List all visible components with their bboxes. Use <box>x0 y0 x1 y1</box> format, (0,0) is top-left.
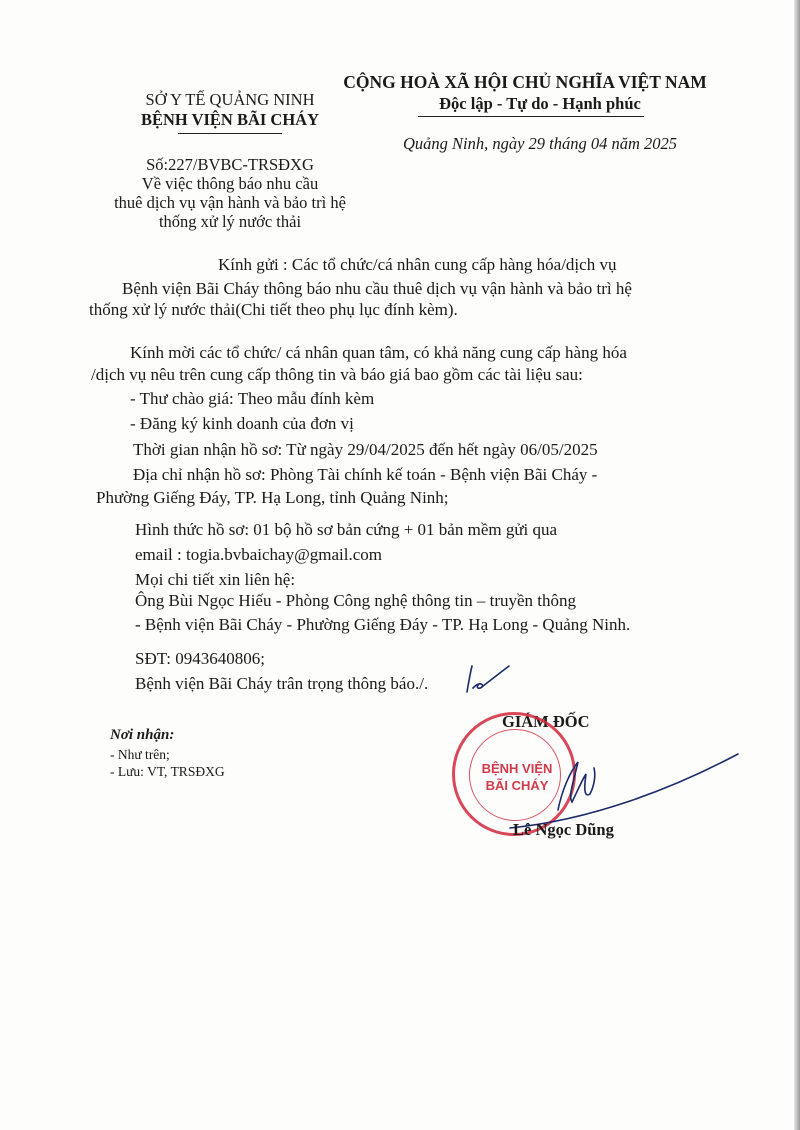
place-date: Quảng Ninh, ngày 29 tháng 04 năm 2025 <box>402 134 678 153</box>
country-name: CỘNG HOÀ XÃ HỘI CHỦ NGHĨA VIỆT NAM <box>343 72 707 92</box>
director-signature-icon <box>470 740 770 830</box>
seal-text-line-2: BÃI CHÁY <box>485 778 549 793</box>
director-name: Lê Ngọc Dũng <box>513 820 614 839</box>
recipient-item-1: - Như trên; <box>110 747 170 762</box>
director-title: GIÁM ĐỐC <box>502 712 590 731</box>
receive-time-line: Thời gian nhận hồ sơ: Từ ngày 29/04/2025 đến hết ngày 06/05/2025 <box>133 440 598 459</box>
address-line-2: Phường Giếng Đáy, TP. Hạ Long, tỉnh Quảng Ninh; <box>96 488 449 507</box>
address-line-1: Địa chỉ nhận hồ sơ: Phòng Tài chính kế toán - Bệnh viện Bãi Cháy - <box>133 465 598 484</box>
requirement-bullet-2: - Đăng ký kinh doanh của đơn vị <box>130 414 354 433</box>
hospital-name: BỆNH VIỆN BÃI CHÁY <box>140 110 320 129</box>
recipient-item-2: - Lưu: VT, TRSĐXG <box>110 764 225 779</box>
hospital-underline <box>178 133 282 134</box>
phone-line: SĐT: 0943640806; <box>135 649 265 668</box>
recipients-title: Nơi nhận: <box>110 727 175 743</box>
subject-line-2: thuê dịch vụ vận hành và bảo trì hệ <box>114 193 346 212</box>
requirement-bullet-1: - Thư chào giá: Theo mẫu đính kèm <box>130 389 375 408</box>
addressee-line: Kính gửi : Các tổ chức/cá nhân cung cấp hàng hóa/dịch vụ <box>218 255 617 274</box>
email-line: email : togia.bvbaichay@gmail.com <box>135 545 382 564</box>
paragraph1-line2: thống xử lý nước thải(Chi tiết theo phụ lục đính kèm). <box>89 300 458 319</box>
contact-intro: Mọi chi tiết xin liên hệ: <box>135 570 296 589</box>
subject-line-3: thống xử lý nước thải <box>158 212 302 231</box>
document-number: Số:227/BVBC-TRSĐXG <box>146 155 314 174</box>
paragraph1-line1: Bệnh viện Bãi Cháy thông báo nhu cầu thuê dịch vụ vận hành và bảo trì hệ <box>122 279 632 298</box>
initial-signature-icon <box>463 658 513 698</box>
paragraph2-line2: /dịch vụ nêu trên cung cấp thông tin và báo giá bao gồm các tài liệu sau: <box>91 365 583 384</box>
ministry-name: SỞ Y TẾ QUẢNG NINH <box>145 90 315 109</box>
contact-person: Ông Bùi Ngọc Hiếu - Phòng Công nghệ thông tin – truyền thông <box>135 591 577 610</box>
closing-line: Bệnh viện Bãi Cháy trân trọng thông báo./. <box>135 674 429 693</box>
format-line: Hình thức hồ sơ: 01 bộ hồ sơ bản cứng + 01 bản mềm gửi qua <box>135 520 558 539</box>
scan-edge-shadow <box>794 0 800 1130</box>
seal-text-line-1: BỆNH VIỆN <box>481 761 553 776</box>
national-motto: Độc lập - Tự do - Hạnh phúc <box>439 94 641 113</box>
contact-organization: - Bệnh viện Bãi Cháy - Phường Giếng Đáy - TP. Hạ Long - Quảng Ninh. <box>135 615 631 634</box>
motto-underline <box>418 116 644 117</box>
paragraph2-line1: Kính mời các tổ chức/ cá nhân quan tâm, có khả năng cung cấp hàng hóa <box>130 343 627 362</box>
subject-line-1: Về việc thông báo nhu cầu <box>141 174 319 193</box>
